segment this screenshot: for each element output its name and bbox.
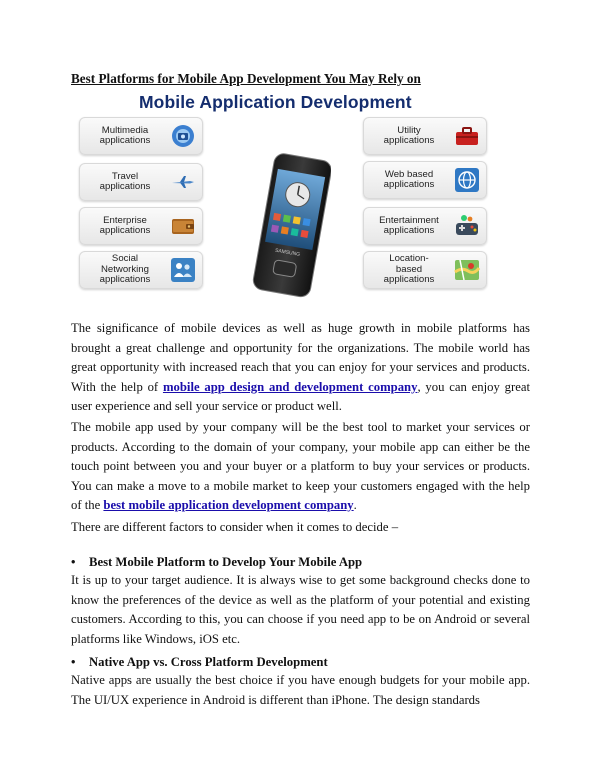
card-label: Utility applications bbox=[383, 124, 435, 146]
paragraph-text: . bbox=[353, 498, 357, 513]
page-title: Best Platforms for Mobile App Development You May Rely on bbox=[71, 71, 421, 86]
card-web-based bbox=[363, 161, 487, 199]
card-entertainment bbox=[363, 207, 487, 245]
card-label: Entertainment applications bbox=[379, 214, 439, 236]
paragraph-factors: There are different factors to consider when it comes to decide – bbox=[71, 520, 399, 534]
paragraph-marketing bbox=[71, 418, 530, 516]
figure-heading: Mobile Application Development bbox=[139, 92, 412, 112]
bullet-glyph: • bbox=[71, 555, 76, 569]
multimedia-icon bbox=[170, 123, 196, 149]
card-label: Enterprise applications bbox=[99, 214, 151, 236]
airplane-icon bbox=[170, 169, 196, 195]
link-best-mobile-app-company[interactable]: best mobile application development company bbox=[103, 498, 354, 513]
bullet-glyph: • bbox=[71, 655, 76, 669]
card-multimedia bbox=[79, 117, 203, 155]
mobile-app-figure bbox=[76, 90, 516, 302]
paragraph-target-audience: It is up to your target audience. It is always wise to get some background checks done to know the preferences of the device as well as the platform of your potential and existing customers. According to this, you can choose if you need app to be on Android or several platforms like Windows, iOS etc. bbox=[71, 573, 530, 646]
wallet-icon bbox=[170, 213, 196, 239]
bullet-text: Native App vs. Cross Platform Development bbox=[89, 655, 328, 669]
card-social-networking bbox=[79, 251, 203, 289]
link-mobile-app-design-company[interactable]: mobile app design and development company bbox=[162, 379, 418, 394]
card-label: Location- based applications bbox=[383, 253, 435, 286]
globe-icon bbox=[454, 167, 480, 193]
phone-brand: SAMSUNG bbox=[274, 247, 301, 258]
card-label: Multimedia applications bbox=[99, 124, 151, 146]
bullet-text: Best Mobile Platform to Develop Your Mobile App bbox=[89, 555, 363, 569]
card-label: Social Networking applications bbox=[99, 253, 151, 286]
card-label: Web based applications bbox=[383, 168, 435, 190]
card-label: Travel applications bbox=[99, 170, 151, 192]
card-enterprise bbox=[79, 207, 203, 245]
game-controller-icon bbox=[454, 213, 480, 239]
bullet-native-vs-cross bbox=[71, 655, 328, 670]
card-location-based bbox=[363, 251, 487, 289]
paragraph-text: The significance of mobile devices as well as huge growth in mobile platforms has brought a great challenge and opportunity for the organizations. The mobile world has great opportunity with increased reach that you can enjoy for your services and products. With the help of bbox=[71, 321, 530, 394]
paragraph-text: The mobile app used by your company will be the best tool to market your services or products. According to the domain of your company, your mobile app can either be the touch point between you and your buyer or a platform to buy your services or products. You can make a move to a mobile market to keep your customers engaged with the help of the bbox=[71, 420, 530, 513]
toolbox-icon bbox=[454, 123, 480, 149]
card-utility bbox=[363, 117, 487, 155]
smartphone-illustration bbox=[251, 152, 331, 302]
people-icon bbox=[170, 257, 196, 283]
paragraph-intro bbox=[71, 319, 530, 417]
map-icon bbox=[454, 257, 480, 283]
paragraph-text: , you can enjoy great user experience and sell your service or product well. bbox=[71, 379, 530, 414]
paragraph-native-apps: Native apps are usually the best choice if you have enough budgets for your mobile app. The UI/UX experience in Android is different than iPhone. The design standards bbox=[71, 673, 530, 707]
card-travel bbox=[79, 163, 203, 201]
bullet-best-platform bbox=[71, 555, 362, 570]
